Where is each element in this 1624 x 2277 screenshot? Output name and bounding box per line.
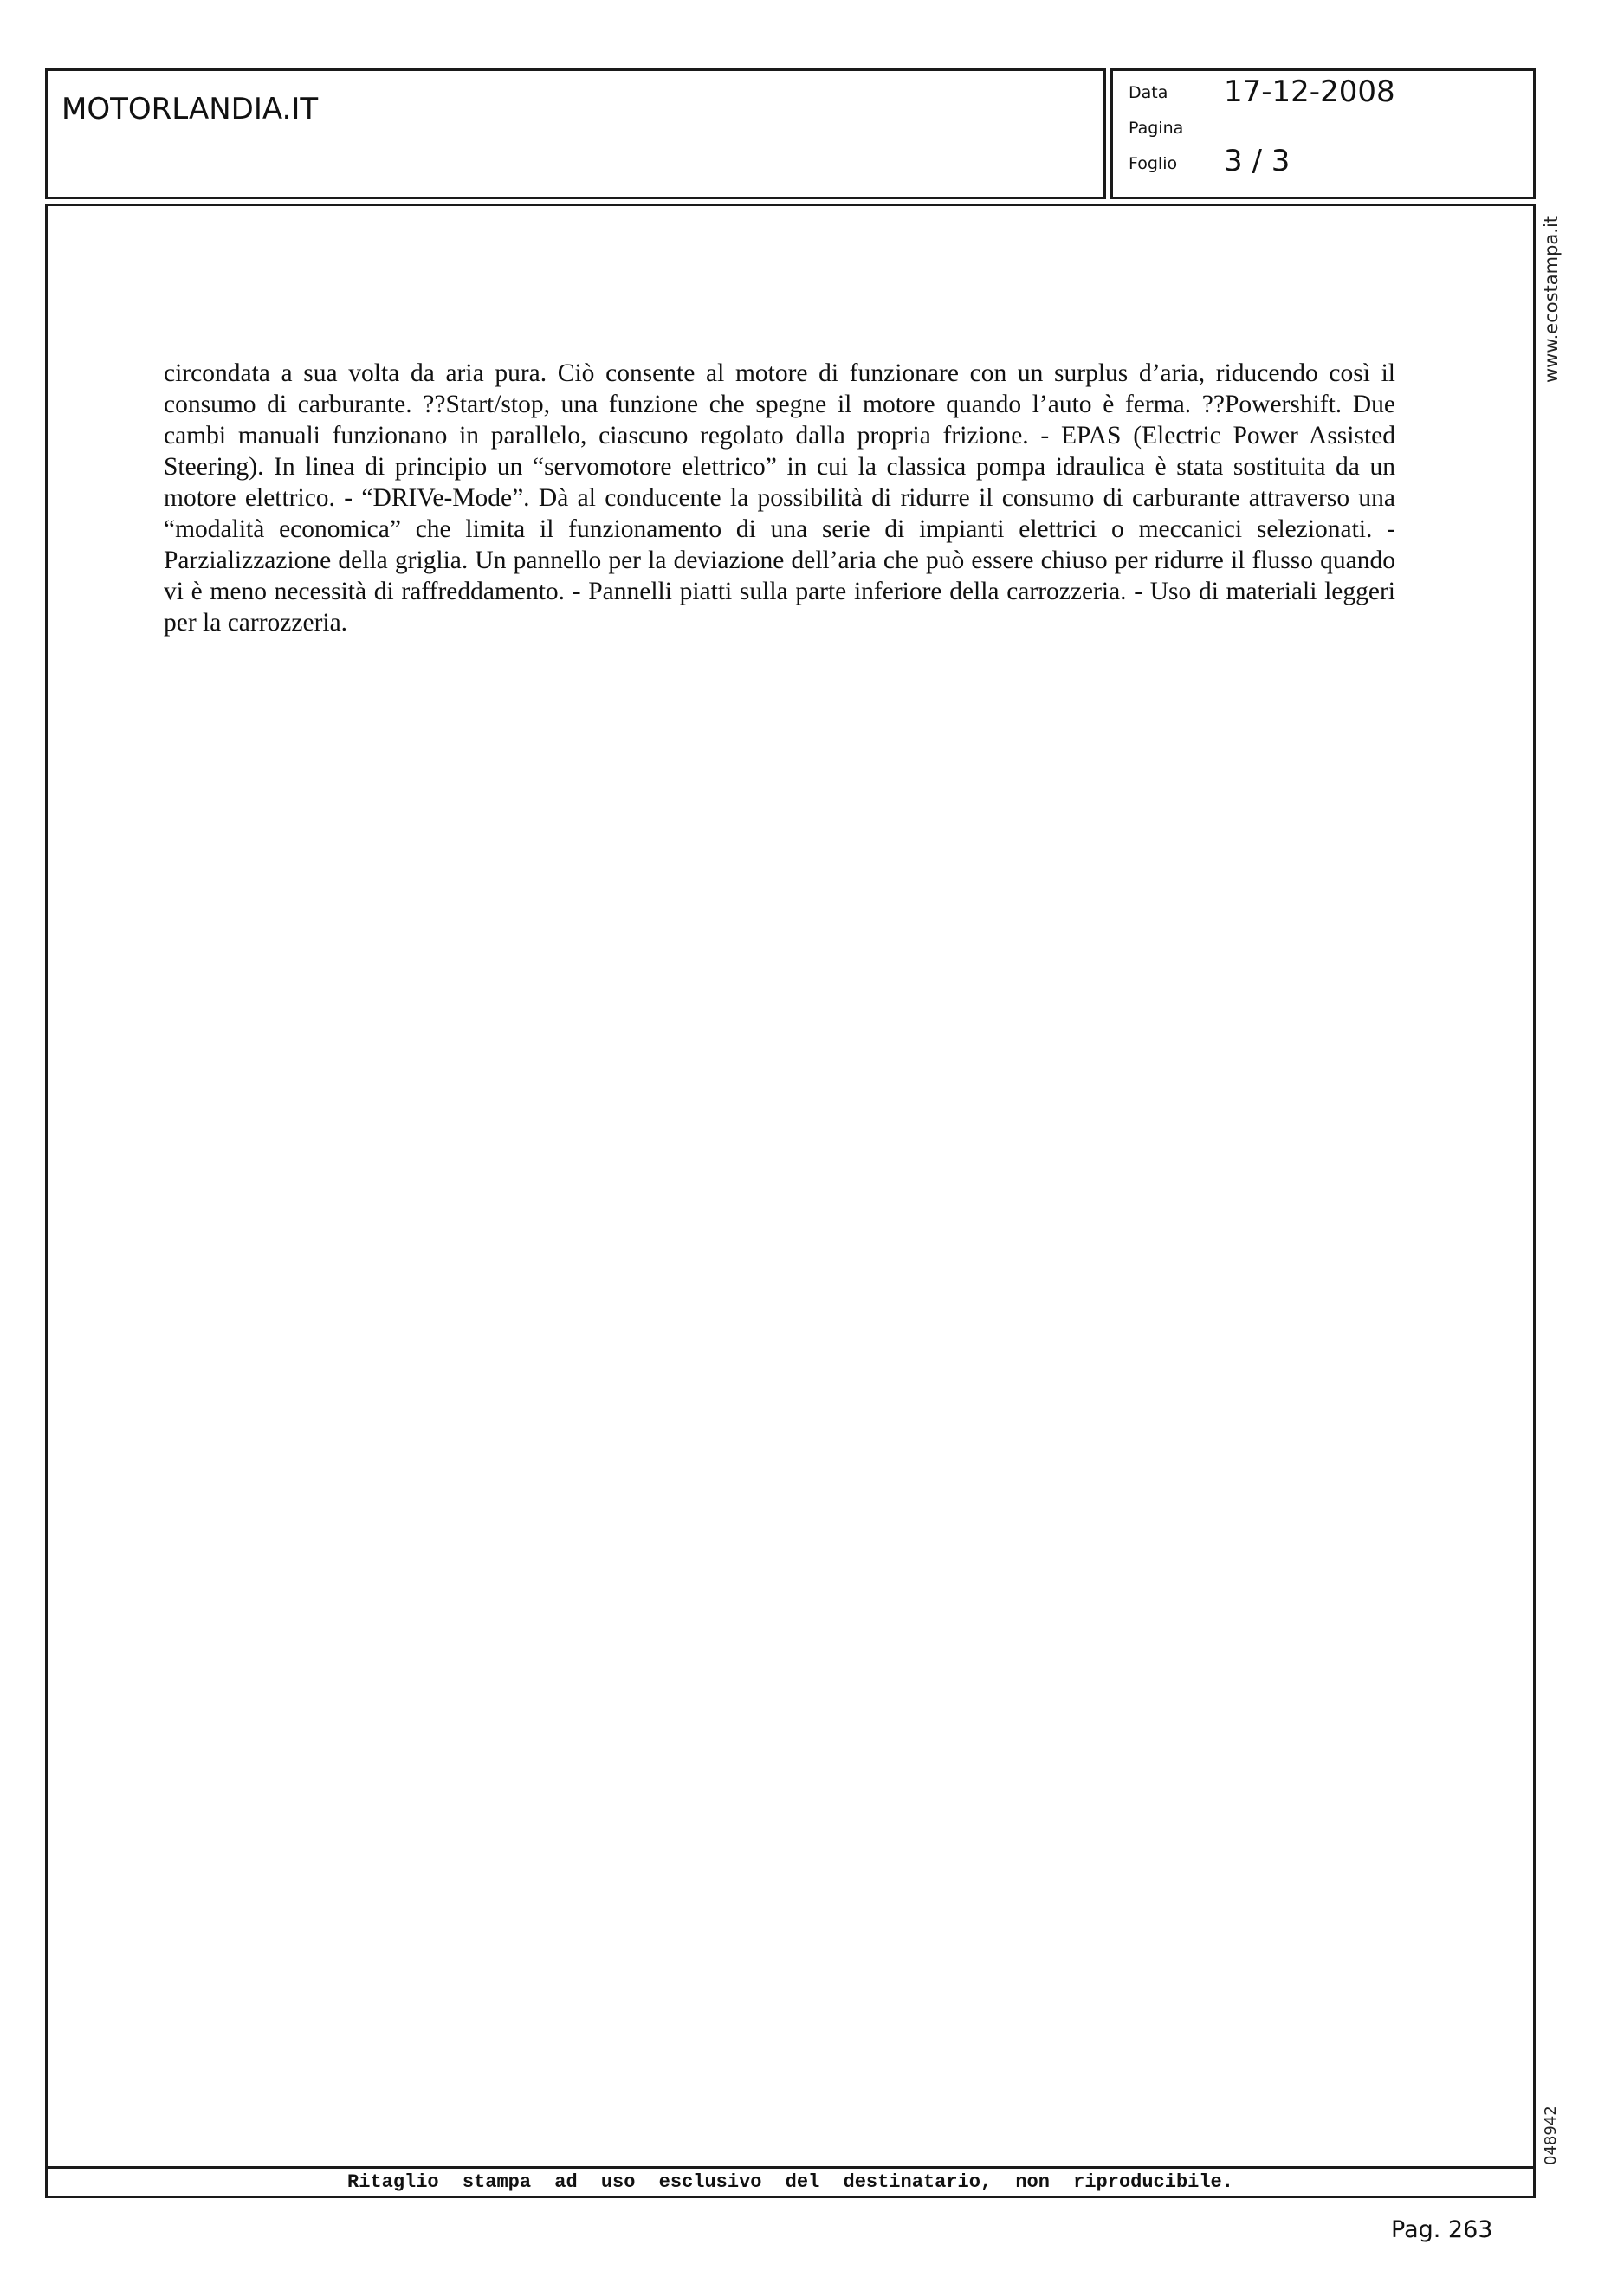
sheet-value: 3 / 3 — [1224, 144, 1291, 178]
date-label: Data — [1129, 83, 1168, 102]
reproduction-disclaimer: Ritaglio stampa ad uso esclusivo del destinatario, non riproducibile. — [347, 2171, 1233, 2193]
sheet-label: Foglio — [1129, 154, 1178, 173]
date-value: 17-12-2008 — [1224, 74, 1395, 109]
article-content-box — [45, 204, 1536, 2198]
meta-header-box — [1110, 68, 1536, 199]
page-number: Pag. 263 — [1391, 2216, 1493, 2243]
source-name: MOTORLANDIA.IT — [61, 92, 319, 126]
side-code-label: 048942 — [1542, 2106, 1560, 2165]
source-header-box — [45, 68, 1106, 199]
page-label: Pagina — [1129, 119, 1184, 138]
side-website-label: www.ecostampa.it — [1541, 215, 1562, 383]
article-body: circondata a sua volta da aria pura. Ciò consente al motore di funzionare con un surplus d’aria, riducendo così il consumo di carburante. ??Start/stop, una funzione che spegne il motore quando l’auto è ferma. ??Powershift. Due cambi manuali funzionano in parallelo, ciascuno regolato dalla propria frizione. - EPAS (Electric Power Assisted Steering). In linea di principio un “servomotore elettrico” in cui la classica pompa idraulica è stata sostituita da un motore elettrico. - “DRIVe-Mode”. Dà al conducente la possibilità di ridurre il consumo di carburante attraverso una “modalità economica” che limita il funzionamento di una serie di impianti elettrici o meccanici selezionati. - Parzializzazione della griglia. Un pannello per la deviazione dell’aria che può essere chiuso per ridurre il flusso quando vi è meno necessità di raffreddamento. - Pannelli piatti sulla parte inferiore della carrozzeria. - Uso di materiali leggeri per la carrozzeria. — [164, 359, 1395, 637]
